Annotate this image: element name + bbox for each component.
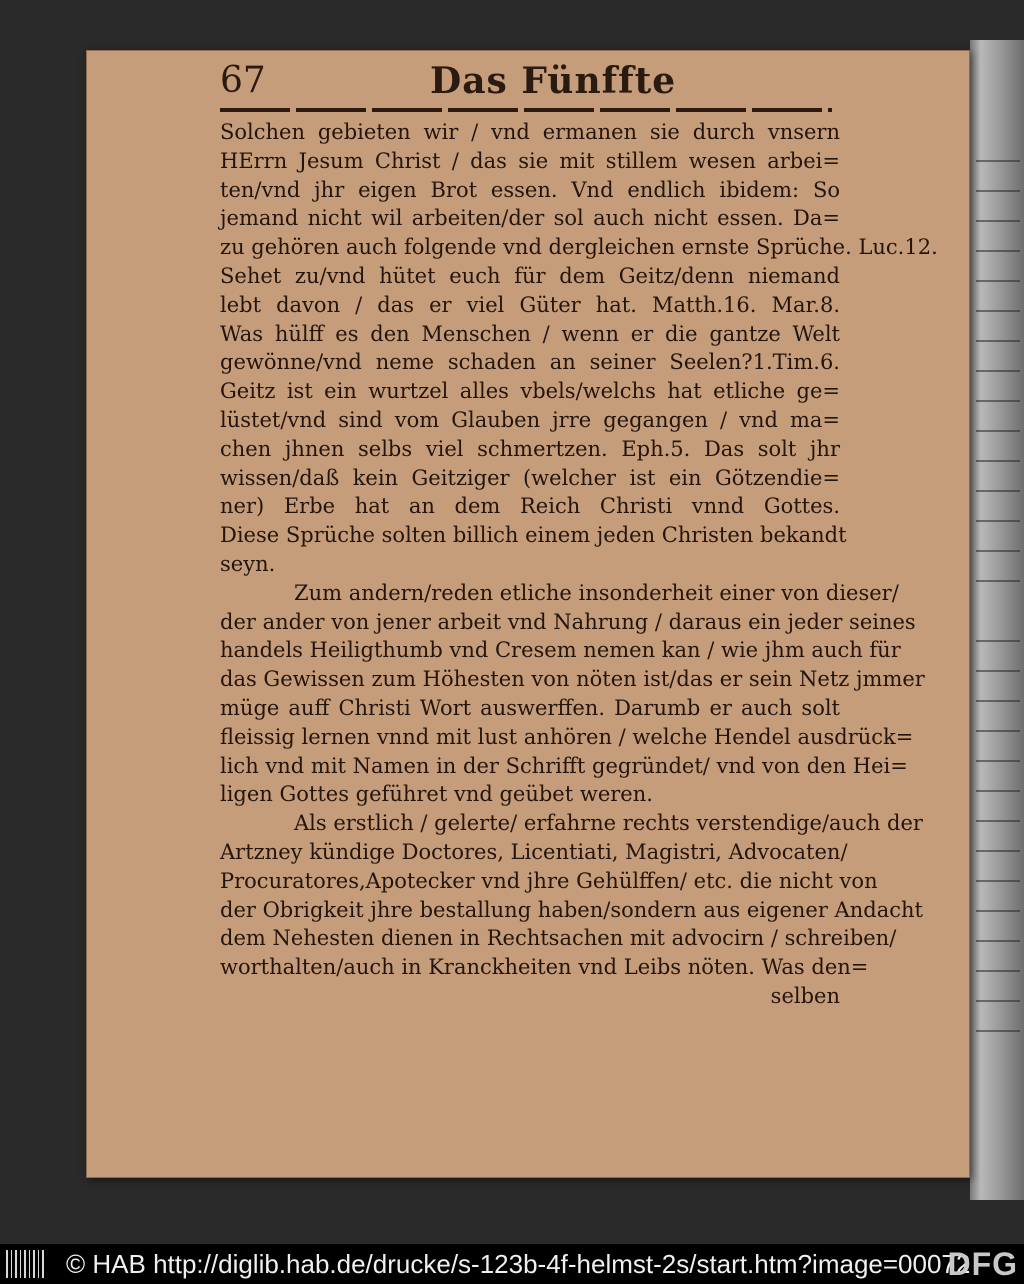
body-text bbox=[220, 118, 938, 1011]
text-line: lebt davon / das er viel Güter hat. Matth.16. Mar.8. bbox=[220, 292, 840, 317]
text-line: Was hülff es den Menschen / wenn er die gantze Welt bbox=[220, 321, 840, 346]
text-line: jemand nicht wil arbeiten/der sol auch nicht essen. Da= bbox=[220, 206, 840, 231]
dfg-logo: DFG bbox=[947, 1246, 1018, 1282]
text-line: ligen Gottes geführet vnd geübet weren. bbox=[220, 782, 653, 807]
text-line: ner) Erbe hat an dem Reich Christi vnnd Gottes. bbox=[220, 494, 840, 519]
text-line: worthalten/auch in Kranckheiten vnd Leibs nöten. Was den= bbox=[220, 955, 869, 980]
text-line: chen jhnen selbs viel schmertzen. Eph.5. Das solt jhr bbox=[220, 436, 840, 461]
text-line: wissen/daß kein Geitziger (welcher ist ein Götzendie= bbox=[220, 465, 840, 490]
text-line: der Obrigkeit jhre bestallung haben/sondern aus eigener Andacht bbox=[220, 897, 923, 922]
text-line: ten/vnd jhr eigen Brot essen. Vnd endlich ibidem: So bbox=[220, 177, 840, 202]
catchword: selben bbox=[770, 983, 840, 1008]
text-line: zu gehören auch folgende vnd dergleichen ernste Sprüche. Luc.12. bbox=[220, 235, 938, 260]
text-line: Als erstlich / gelerte/ erfahrne rechts verstendige/auch der bbox=[294, 811, 923, 836]
text-line: lüstet/vnd sind vom Glauben jrre gegangen / vnd ma= bbox=[220, 407, 840, 432]
page-number: 67 bbox=[220, 60, 266, 101]
text-line: Procuratores,Apotecker vnd jhre Gehülffen/ etc. die nicht von bbox=[220, 868, 878, 893]
adjacent-page-edge bbox=[970, 40, 1024, 1200]
copyright-link[interactable]: © HAB http://diglib.hab.de/drucke/s-123b-4f-helmst-2s/start.htm?image=00072 bbox=[66, 1249, 971, 1279]
text-line: fleissig lernen vnnd mit lust anhören / welche Hendel ausdrück= bbox=[220, 724, 914, 749]
text-line: gewönne/vnd neme schaden an seiner Seelen?1.Tim.6. bbox=[220, 350, 840, 375]
text-line: Sehet zu/vnd hütet euch für dem Geitz/denn niemand bbox=[220, 263, 840, 288]
text-line: Solchen gebieten wir / vnd ermanen sie durch vnsern bbox=[220, 120, 840, 144]
text-line: Zum andern/reden etliche insonderheit einer von dieser/ bbox=[294, 580, 899, 605]
running-title: Das Fünffte bbox=[430, 60, 677, 102]
text-line: das Gewissen zum Höhesten von nöten ist/das er sein Netz jmmer bbox=[220, 667, 925, 692]
text-line: der ander von jener arbeit vnd Nahrung / daraus ein jeder seines bbox=[220, 609, 916, 634]
barcode-icon bbox=[6, 1250, 46, 1278]
text-line: Artzney kündige Doctores, Licentiati, Magistri, Advocaten/ bbox=[220, 839, 848, 864]
text-line: lich vnd mit Namen in der Schrifft gegründet/ vnd von den Hei= bbox=[220, 753, 908, 778]
text-line: müge auff Christi Wort auswerffen. Darumb er auch solt bbox=[220, 695, 840, 720]
text-line: seyn. bbox=[220, 551, 276, 576]
text-line: handels Heiligthumb vnd Cresem nemen kan / wie jhm auch für bbox=[220, 638, 901, 663]
text-line: Geitz ist ein wurtzel alles vbels/welchs hat etliche ge= bbox=[220, 379, 840, 404]
text-line: HErrn Jesum Christ / das sie mit stillem wesen arbei= bbox=[220, 148, 840, 173]
footer-bar bbox=[0, 1244, 1024, 1284]
page-header bbox=[220, 60, 840, 104]
text-line: dem Nehesten dienen in Rechtsachen mit advocirn / schreiben/ bbox=[220, 926, 897, 951]
text-line: Diese Sprüche solten billich einem jeden Christen bekandt bbox=[220, 523, 847, 548]
header-rule bbox=[220, 108, 832, 112]
